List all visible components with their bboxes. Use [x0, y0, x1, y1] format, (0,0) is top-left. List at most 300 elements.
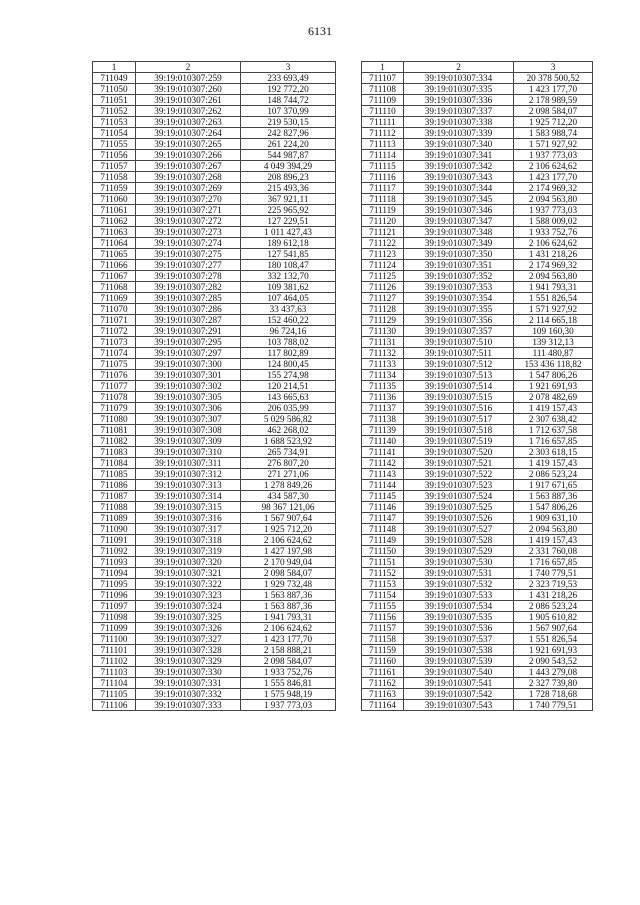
cadastral-number-cell: 39:19:010307:300: [136, 359, 241, 370]
table-row: [362, 326, 593, 337]
row-number-cell: 711148: [362, 524, 404, 535]
row-number-cell: 711076: [93, 370, 136, 381]
table-row: [362, 73, 593, 84]
table-row: [362, 359, 593, 370]
cadastral-number-cell: 39:19:010307:531: [404, 568, 514, 579]
row-number-cell: 711162: [362, 678, 404, 689]
cadastral-number-cell: 39:19:010307:355: [404, 304, 514, 315]
row-number-cell: 711149: [362, 535, 404, 546]
table-row: [362, 469, 593, 480]
value-cell: 143 665,63: [241, 392, 336, 403]
value-cell: 1 583 988,74: [514, 128, 593, 139]
table-row: [93, 535, 336, 546]
table-row: [93, 524, 336, 535]
value-cell: 1 555 846,81: [241, 678, 336, 689]
table-row: [93, 304, 336, 315]
cadastral-number-cell: 39:19:010307:325: [136, 612, 241, 623]
table-row: [362, 700, 593, 711]
row-number-cell: 711119: [362, 205, 404, 216]
cadastral-number-cell: 39:19:010307:309: [136, 436, 241, 447]
table-row: [93, 667, 336, 678]
table-row: [93, 326, 336, 337]
cadastral-number-cell: 39:19:010307:259: [136, 73, 241, 84]
table-row: [362, 601, 593, 612]
value-cell: 2 106 624,62: [514, 161, 593, 172]
table-row: [93, 293, 336, 304]
row-number-cell: 711158: [362, 634, 404, 645]
cadastral-number-cell: 39:19:010307:536: [404, 623, 514, 634]
cadastral-number-cell: 39:19:010307:264: [136, 128, 241, 139]
row-number-cell: 711115: [362, 161, 404, 172]
value-cell: 1 728 718,68: [514, 689, 593, 700]
row-number-cell: 711071: [93, 315, 136, 326]
table-row: [93, 623, 336, 634]
row-number-cell: 711089: [93, 513, 136, 524]
value-cell: 1 551 826,54: [514, 634, 593, 645]
row-number-cell: 711129: [362, 315, 404, 326]
cadastral-number-cell: 39:19:010307:518: [404, 425, 514, 436]
table-row: [93, 458, 336, 469]
cadastral-number-cell: 39:19:010307:328: [136, 645, 241, 656]
cadastral-number-cell: 39:19:010307:522: [404, 469, 514, 480]
cadastral-number-cell: 39:19:010307:319: [136, 546, 241, 557]
row-number-cell: 711092: [93, 546, 136, 557]
value-cell: 2 090 543,52: [514, 656, 593, 667]
table-row: [362, 557, 593, 568]
table-row: [93, 513, 336, 524]
value-cell: 2 098 584,07: [241, 656, 336, 667]
cadastral-number-cell: 39:19:010307:349: [404, 238, 514, 249]
row-number-cell: 711112: [362, 128, 404, 139]
cadastral-number-cell: 39:19:010307:542: [404, 689, 514, 700]
cadastral-number-cell: 39:19:010307:523: [404, 480, 514, 491]
value-cell: 261 224,20: [241, 139, 336, 150]
value-cell: 1 937 773,03: [514, 150, 593, 161]
row-number-cell: 711120: [362, 216, 404, 227]
value-cell: 1 443 279,08: [514, 667, 593, 678]
cadastral-number-cell: 39:19:010307:286: [136, 304, 241, 315]
row-number-cell: 711082: [93, 436, 136, 447]
cadastral-number-cell: 39:19:010307:342: [404, 161, 514, 172]
value-cell: 111 480,87: [514, 348, 593, 359]
row-number-cell: 711087: [93, 491, 136, 502]
row-number-cell: 711124: [362, 260, 404, 271]
row-number-cell: 711083: [93, 447, 136, 458]
cadastral-number-cell: 39:19:010307:336: [404, 95, 514, 106]
value-cell: 1 740 779,51: [514, 700, 593, 711]
row-number-cell: 711063: [93, 227, 136, 238]
row-number-cell: 711050: [93, 84, 136, 95]
cadastral-number-cell: 39:19:010307:346: [404, 205, 514, 216]
cadastral-number-cell: 39:19:010307:327: [136, 634, 241, 645]
value-cell: 434 587,30: [241, 491, 336, 502]
row-number-cell: 711086: [93, 480, 136, 491]
table-row: [362, 293, 593, 304]
value-cell: 219 530,15: [241, 117, 336, 128]
left-table: [92, 61, 336, 711]
cadastral-number-cell: 39:19:010307:534: [404, 601, 514, 612]
row-number-cell: 711074: [93, 348, 136, 359]
row-number-cell: 711152: [362, 568, 404, 579]
table-row: [93, 546, 336, 557]
table-header-row: [362, 62, 593, 73]
cadastral-number-cell: 39:19:010307:273: [136, 227, 241, 238]
table-row: [362, 689, 593, 700]
cadastral-number-cell: 39:19:010307:261: [136, 95, 241, 106]
table-row: [362, 623, 593, 634]
table-row: [93, 370, 336, 381]
value-cell: 1 917 671,65: [514, 480, 593, 491]
cadastral-number-cell: 39:19:010307:510: [404, 337, 514, 348]
row-number-cell: 711077: [93, 381, 136, 392]
value-cell: 33 437,63: [241, 304, 336, 315]
value-cell: 2 114 665,18: [514, 315, 593, 326]
cadastral-number-cell: 39:19:010307:285: [136, 293, 241, 304]
row-number-cell: 711105: [93, 689, 136, 700]
table-row: [362, 513, 593, 524]
value-cell: 1 547 806,26: [514, 502, 593, 513]
row-number-cell: 711156: [362, 612, 404, 623]
row-number-cell: 711139: [362, 425, 404, 436]
cadastral-number-cell: 39:19:010307:353: [404, 282, 514, 293]
value-cell: 1 921 691,93: [514, 381, 593, 392]
table-row: [362, 480, 593, 491]
table-row: [362, 678, 593, 689]
row-number-cell: 711137: [362, 403, 404, 414]
value-cell: 2 078 482,69: [514, 392, 593, 403]
cadastral-number-cell: 39:19:010307:262: [136, 106, 241, 117]
value-cell: 127 541,85: [241, 249, 336, 260]
table-row: [93, 128, 336, 139]
table-header-row: [93, 62, 336, 73]
cadastral-number-cell: 39:19:010307:291: [136, 326, 241, 337]
cadastral-number-cell: 39:19:010307:277: [136, 260, 241, 271]
cadastral-number-cell: 39:19:010307:323: [136, 590, 241, 601]
cadastral-number-cell: 39:19:010307:533: [404, 590, 514, 601]
cadastral-number-cell: 39:19:010307:347: [404, 216, 514, 227]
row-number-cell: 711134: [362, 370, 404, 381]
row-number-cell: 711153: [362, 579, 404, 590]
cadastral-number-cell: 39:19:010307:324: [136, 601, 241, 612]
cadastral-number-cell: 39:19:010307:527: [404, 524, 514, 535]
table-row: [93, 491, 336, 502]
value-cell: 1 905 610,82: [514, 612, 593, 623]
table-row: [93, 205, 336, 216]
value-cell: 2 174 969,32: [514, 260, 593, 271]
row-number-cell: 711161: [362, 667, 404, 678]
value-cell: 1 740 779,51: [514, 568, 593, 579]
value-cell: 1 563 887,36: [241, 601, 336, 612]
table-row: [93, 260, 336, 271]
cadastral-number-cell: 39:19:010307:307: [136, 414, 241, 425]
table-row: [362, 634, 593, 645]
row-number-cell: 711140: [362, 436, 404, 447]
cadastral-number-cell: 39:19:010307:543: [404, 700, 514, 711]
value-cell: 2 323 719,53: [514, 579, 593, 590]
value-cell: 1 575 948,19: [241, 689, 336, 700]
cadastral-number-cell: 39:19:010307:260: [136, 84, 241, 95]
table-row: [362, 381, 593, 392]
value-cell: 107 370,99: [241, 106, 336, 117]
row-number-cell: 711070: [93, 304, 136, 315]
value-cell: 332 132,70: [241, 271, 336, 282]
row-number-cell: 711099: [93, 623, 136, 634]
cadastral-number-cell: 39:19:010307:272: [136, 216, 241, 227]
cadastral-number-cell: 39:19:010307:322: [136, 579, 241, 590]
table-row: [93, 579, 336, 590]
table-row: [93, 337, 336, 348]
value-cell: 1 716 657,85: [514, 557, 593, 568]
cadastral-number-cell: 39:19:010307:282: [136, 282, 241, 293]
cadastral-number-cell: 39:19:010307:270: [136, 194, 241, 205]
row-number-cell: 711151: [362, 557, 404, 568]
table-row: [93, 436, 336, 447]
row-number-cell: 711123: [362, 249, 404, 260]
cadastral-number-cell: 39:19:010307:330: [136, 667, 241, 678]
cadastral-number-cell: 39:19:010307:350: [404, 249, 514, 260]
row-number-cell: 711113: [362, 139, 404, 150]
row-number-cell: 711079: [93, 403, 136, 414]
value-cell: 1 551 826,54: [514, 293, 593, 304]
cadastral-number-cell: 39:19:010307:311: [136, 458, 241, 469]
row-number-cell: 711138: [362, 414, 404, 425]
cadastral-number-cell: 39:19:010307:320: [136, 557, 241, 568]
row-number-cell: 711054: [93, 128, 136, 139]
value-cell: 2 086 523,24: [514, 601, 593, 612]
table-row: [362, 546, 593, 557]
row-number-cell: 711142: [362, 458, 404, 469]
row-number-cell: 711051: [93, 95, 136, 106]
value-cell: 233 693,49: [241, 73, 336, 84]
table-row: [93, 689, 336, 700]
table-row: [362, 403, 593, 414]
value-cell: 206 035,99: [241, 403, 336, 414]
value-cell: 103 788,02: [241, 337, 336, 348]
table-row: [362, 645, 593, 656]
header-cell-2: 2: [136, 62, 241, 73]
value-cell: 1 011 427,43: [241, 227, 336, 238]
value-cell: 98 367 121,06: [241, 502, 336, 513]
value-cell: 1 933 752,76: [241, 667, 336, 678]
cadastral-number-cell: 39:19:010307:539: [404, 656, 514, 667]
table-row: [93, 348, 336, 359]
value-cell: 2 098 584,07: [241, 568, 336, 579]
value-cell: 1 427 197,98: [241, 546, 336, 557]
header-cell-1: 1: [362, 62, 404, 73]
table-row: [93, 502, 336, 513]
cadastral-number-cell: 39:19:010307:263: [136, 117, 241, 128]
value-cell: 1 278 849,26: [241, 480, 336, 491]
value-cell: 139 312,13: [514, 337, 593, 348]
value-cell: 1 419 157,43: [514, 458, 593, 469]
value-cell: 2 106 624,62: [241, 623, 336, 634]
table-row: [362, 667, 593, 678]
table-row: [93, 106, 336, 117]
cadastral-number-cell: 39:19:010307:302: [136, 381, 241, 392]
row-number-cell: 711104: [93, 678, 136, 689]
table-row: [93, 392, 336, 403]
value-cell: 4 049 394,29: [241, 161, 336, 172]
row-number-cell: 711150: [362, 546, 404, 557]
row-number-cell: 711056: [93, 150, 136, 161]
value-cell: 367 921,11: [241, 194, 336, 205]
row-number-cell: 711163: [362, 689, 404, 700]
cadastral-number-cell: 39:19:010307:540: [404, 667, 514, 678]
table-row: [362, 128, 593, 139]
table-row: [362, 249, 593, 260]
row-number-cell: 711114: [362, 150, 404, 161]
cadastral-number-cell: 39:19:010307:525: [404, 502, 514, 513]
cadastral-number-cell: 39:19:010307:352: [404, 271, 514, 282]
value-cell: 120 214,51: [241, 381, 336, 392]
row-number-cell: 711100: [93, 634, 136, 645]
table-row: [93, 645, 336, 656]
table-row: [362, 150, 593, 161]
cadastral-number-cell: 39:19:010307:335: [404, 84, 514, 95]
row-number-cell: 711085: [93, 469, 136, 480]
value-cell: 1 937 773,03: [514, 205, 593, 216]
table-row: [93, 678, 336, 689]
cadastral-number-cell: 39:19:010307:334: [404, 73, 514, 84]
table-row: [93, 381, 336, 392]
cadastral-number-cell: 39:19:010307:340: [404, 139, 514, 150]
value-cell: 1 937 773,03: [241, 700, 336, 711]
cadastral-number-cell: 39:19:010307:306: [136, 403, 241, 414]
value-cell: 127 229,51: [241, 216, 336, 227]
table-row: [362, 161, 593, 172]
value-cell: 2 303 618,15: [514, 447, 593, 458]
table-row: [362, 117, 593, 128]
value-cell: 1 419 157,43: [514, 403, 593, 414]
table-row: [362, 271, 593, 282]
row-number-cell: 711132: [362, 348, 404, 359]
value-cell: 107 464,05: [241, 293, 336, 304]
cadastral-number-cell: 39:19:010307:338: [404, 117, 514, 128]
table-row: [362, 238, 593, 249]
value-cell: 152 460,22: [241, 315, 336, 326]
value-cell: 276 807,20: [241, 458, 336, 469]
table-row: [93, 84, 336, 95]
row-number-cell: 711095: [93, 579, 136, 590]
table-row: [362, 227, 593, 238]
row-number-cell: 711059: [93, 183, 136, 194]
table-row: [362, 524, 593, 535]
cadastral-number-cell: 39:19:010307:315: [136, 502, 241, 513]
page-number: 6131: [308, 24, 332, 38]
row-number-cell: 711052: [93, 106, 136, 117]
table-row: [93, 656, 336, 667]
row-number-cell: 711146: [362, 502, 404, 513]
row-number-cell: 711118: [362, 194, 404, 205]
table-row: [362, 656, 593, 667]
row-number-cell: 711064: [93, 238, 136, 249]
table-row: [362, 590, 593, 601]
cadastral-number-cell: 39:19:010307:524: [404, 491, 514, 502]
cadastral-number-cell: 39:19:010307:529: [404, 546, 514, 557]
row-number-cell: 711057: [93, 161, 136, 172]
table-row: [362, 491, 593, 502]
table-row: [362, 183, 593, 194]
row-number-cell: 711116: [362, 172, 404, 183]
value-cell: 1 941 793,31: [241, 612, 336, 623]
value-cell: 5 029 586,82: [241, 414, 336, 425]
value-cell: 109 381,62: [241, 282, 336, 293]
table-row: [93, 150, 336, 161]
value-cell: 2 086 523,24: [514, 469, 593, 480]
value-cell: 20 378 500,52: [514, 73, 593, 84]
row-number-cell: 711058: [93, 172, 136, 183]
value-cell: 1 547 806,26: [514, 370, 593, 381]
row-number-cell: 711159: [362, 645, 404, 656]
value-cell: 2 170 949,04: [241, 557, 336, 568]
value-cell: 1 423 177,70: [514, 172, 593, 183]
cadastral-number-cell: 39:19:010307:287: [136, 315, 241, 326]
cadastral-number-cell: 39:19:010307:343: [404, 172, 514, 183]
table-row: [362, 414, 593, 425]
table-row: [362, 535, 593, 546]
row-number-cell: 711073: [93, 337, 136, 348]
value-cell: 208 896,23: [241, 172, 336, 183]
row-number-cell: 711128: [362, 304, 404, 315]
row-number-cell: 711065: [93, 249, 136, 260]
cadastral-number-cell: 39:19:010307:269: [136, 183, 241, 194]
cadastral-number-cell: 39:19:010307:278: [136, 271, 241, 282]
cadastral-number-cell: 39:19:010307:275: [136, 249, 241, 260]
row-number-cell: 711061: [93, 205, 136, 216]
table-row: [93, 172, 336, 183]
row-number-cell: 711067: [93, 271, 136, 282]
table-row: [362, 370, 593, 381]
value-cell: 1 571 927,92: [514, 304, 593, 315]
cadastral-number-cell: 39:19:010307:266: [136, 150, 241, 161]
table-row: [362, 95, 593, 106]
row-number-cell: 711109: [362, 95, 404, 106]
row-number-cell: 711136: [362, 392, 404, 403]
cadastral-number-cell: 39:19:010307:511: [404, 348, 514, 359]
table-row: [362, 139, 593, 150]
value-cell: 124 800,45: [241, 359, 336, 370]
row-number-cell: 711117: [362, 183, 404, 194]
table-row: [93, 282, 336, 293]
row-number-cell: 711108: [362, 84, 404, 95]
value-cell: 2 094 563,80: [514, 194, 593, 205]
value-cell: 1 712 637,58: [514, 425, 593, 436]
value-cell: 2 307 638,42: [514, 414, 593, 425]
value-cell: 153 436 118,82: [514, 359, 593, 370]
cadastral-number-cell: 39:19:010307:310: [136, 447, 241, 458]
value-cell: 1 688 523,92: [241, 436, 336, 447]
cadastral-number-cell: 39:19:010307:516: [404, 403, 514, 414]
header-cell-3: 3: [514, 62, 593, 73]
cadastral-number-cell: 39:19:010307:345: [404, 194, 514, 205]
row-number-cell: 711068: [93, 282, 136, 293]
table-row: [93, 700, 336, 711]
value-cell: 1 431 218,26: [514, 249, 593, 260]
value-cell: 192 772,20: [241, 84, 336, 95]
cadastral-number-cell: 39:19:010307:348: [404, 227, 514, 238]
table-row: [93, 414, 336, 425]
value-cell: 225 965,92: [241, 205, 336, 216]
table-row: [362, 194, 593, 205]
row-number-cell: 711154: [362, 590, 404, 601]
cadastral-number-cell: 39:19:010307:308: [136, 425, 241, 436]
value-cell: 1 941 793,31: [514, 282, 593, 293]
cadastral-number-cell: 39:19:010307:541: [404, 678, 514, 689]
table-row: [93, 359, 336, 370]
table-row: [93, 469, 336, 480]
cadastral-number-cell: 39:19:010307:265: [136, 139, 241, 150]
table-row: [362, 172, 593, 183]
